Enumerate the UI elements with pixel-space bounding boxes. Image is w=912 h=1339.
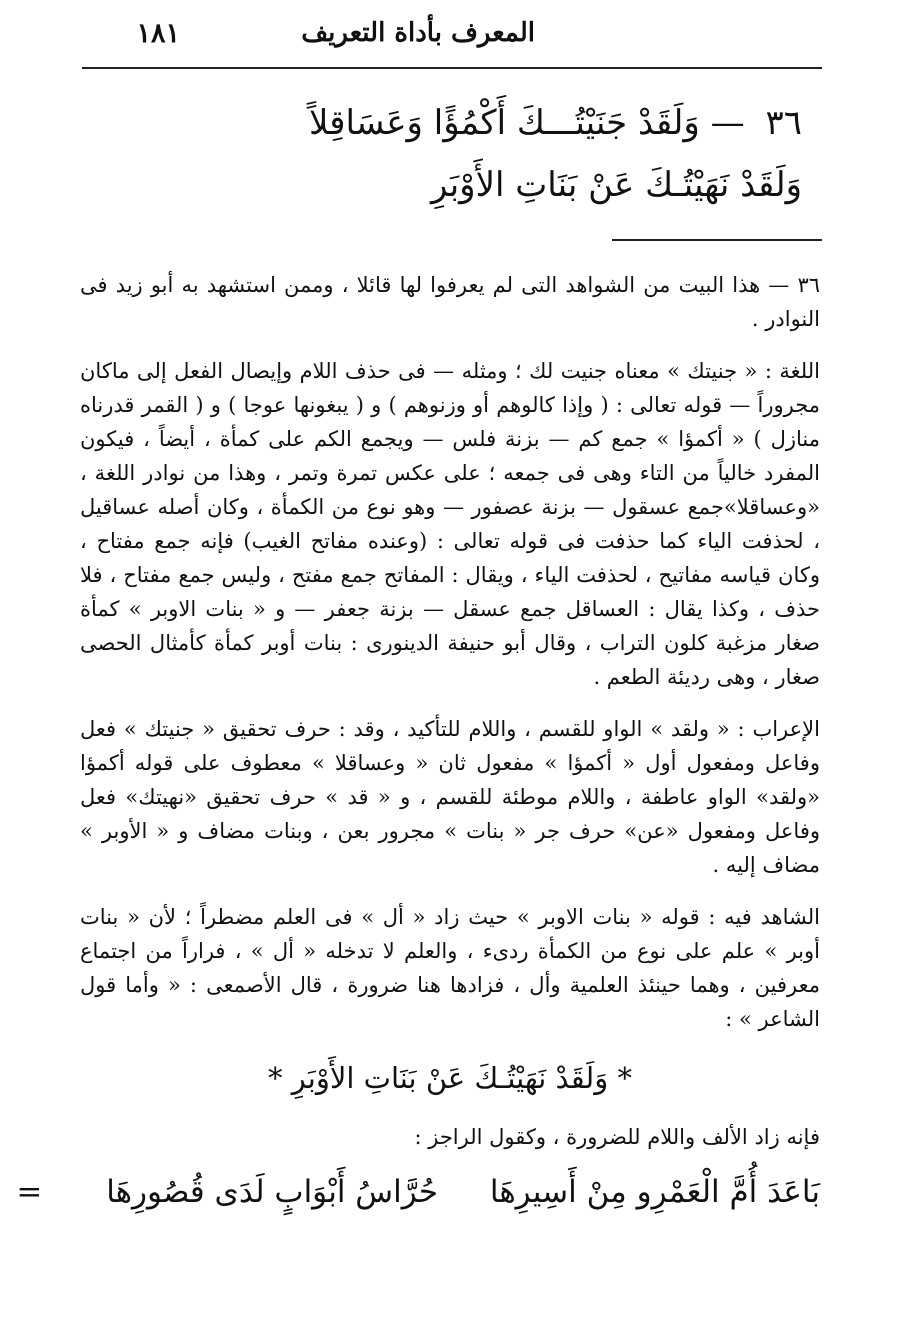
verse-text-2: وَلَقَدْ نَهَيْتُـكَ عَنْ بَنَاتِ الأَوْبَرِ	[430, 165, 802, 205]
footnote-rule	[612, 239, 822, 241]
header-rule	[82, 67, 822, 69]
commentary	[16, 268, 820, 1218]
rajaz-part-2: حُرَّاسُ أَبْوَابٍ لَدَى قُصُورِهَا	[106, 1174, 439, 1210]
verse-text-1: وَلَقَدْ جَنَيْتُـــكَ أَكْمُؤًا وَعَسَاقِلاً	[309, 103, 700, 143]
page-number: ١٨١	[136, 18, 180, 49]
irab-paragraph: الإعراب : « ولقد » الواو للقسم ، واللام للتأكيد ، وقد : حرف تحقيق « جنيتك » فعل وفاعل ومفعول أول « أكمؤا » مفعول ثان « وعساقلا » معطوف على قوله أكمؤا «ولقد» الواو عاطفة ، واللام موطئة للقسم ، و « قد » حرف تحقيق «نهيتك» فعل وفاعل ومفعول «عن» حرف جر « بنات » مجرور بعن ، وبنات مضاف و « الأوبر » مضاف إليه .	[80, 717, 820, 877]
verse-line-1	[142, 92, 802, 154]
quoted-verse: * وَلَقَدْ نَهَيْتُـكَ عَنْ بَنَاتِ الأَوْبَرِ *	[268, 1061, 632, 1095]
shahid-paragraph: الشاهد فيه : قوله « بنات الاوبر » حيث زاد « أل » فى العلم مضطراً ؛ لأن « بنات أوبر » علم على نوع من الكمأة ردىء ، والعلم لا تدخله « أل » ، فراراً من اجتماع معرفين ، وهما حينئذ العلمية وأل ، فزادها هنا ضرورة ، قال الأصمعى : « وأما قول الشاعر » :	[80, 905, 820, 1031]
verse-line-2	[142, 154, 802, 216]
page-header	[80, 18, 820, 62]
poetry-intro: فإنه زاد الألف واللام للضرورة ، وكقول الراجز :	[414, 1125, 820, 1149]
verse-number: ٣٦	[765, 103, 802, 143]
intro-paragraph: ٣٦ — هذا البيت من الشواهد التى لم يعرفوا لها قائلا ، وممن استشهد به أبو زيد فى النوادر .	[80, 273, 820, 331]
lugha-paragraph: اللغة : « جنيتك » معناه جنيت لك ؛ ومثله — فى حذف اللام وإيصال الفعل إلى ماكان مجروراً — قوله تعالى : ( وإذا كالوهم أو وزنوهم ) و ( يبغونها عوجا ) و ( القمر قدرناه منازل ) « أكمؤا » جمع كم — بزنة فلس — ويجمع الكم على كمأة ، أيضاً ، فيكون المفرد خالياً من التاء وهى فى جمعه ؛ على عكس تمرة وتمر ، وهذا من نوادر اللغة ، «وعساقلا»جمع عسقول — بزنة عصفور — وهو نوع من الكمأة ، وكان أصله عساقيل ، لحذفت الياء كما حذفت فى قوله تعالى : (وعنده مفاتح الغيب) فإنه جمع مفتاح ، وكان قياسه مفاتيح ، لحذفت الياء ، ويقال : المفاتح جمع مفتح ، وليس جمع مفتاح ، فلا حذف ، وكذا يقال : العساقل جمع عسقل — بزنة جعفر — و « بنات الاوبر » كمأة صغار مزغبة كلون التراب ، وقال أبو حنيفة الدينورى : بنات أوبر كمأة كأمثال الحصى صغار ، وهى رديئة الطعم .	[80, 359, 820, 689]
running-title: المعرف بأداة التعريف	[301, 18, 535, 48]
continuation-mark: =	[16, 1174, 43, 1210]
rajaz-line	[16, 1166, 820, 1218]
rajaz-part-1: بَاعَدَ أُمَّ الْعَمْرِو مِنْ أَسِيرِهَا	[489, 1174, 820, 1210]
verse-dash: —	[710, 103, 745, 143]
verse-block	[142, 92, 802, 216]
